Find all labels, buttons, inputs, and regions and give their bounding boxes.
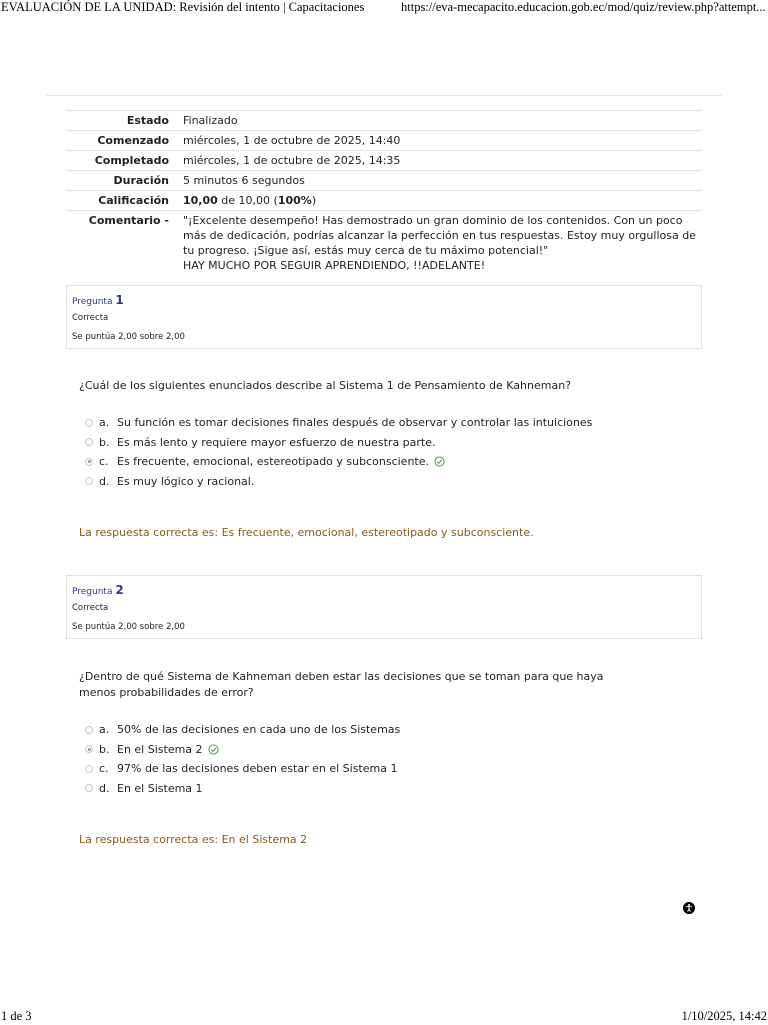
summary-row-grade [66, 191, 702, 211]
answer-option[interactable] [85, 779, 400, 799]
summary-value: Finalizado [179, 111, 702, 131]
answer-option[interactable] [85, 433, 592, 453]
summary-row-completed [66, 151, 702, 171]
page-url: https://eva-mecapacito.educacion.gob.ec/mod/quiz/review.php?attempt... [401, 0, 766, 14]
summary-label: Calificación [66, 191, 179, 211]
page-counter: 1 de 3 [1, 1009, 32, 1023]
radio-button[interactable] [85, 765, 93, 773]
summary-label: Comenzado [66, 131, 179, 151]
answer-letter: d. [99, 781, 110, 795]
print-header [0, 0, 768, 16]
radio-button-checked[interactable] [85, 745, 93, 753]
correct-answer-feedback-1: La respuesta correcta es: Es frecuente, emocional, estereotipado y subconsciente. [79, 526, 534, 539]
question-grade: Se puntúa 2,00 sobre 2,00 [72, 622, 185, 632]
answer-option-selected[interactable] [85, 740, 400, 760]
summary-label: Comentario - [66, 211, 179, 276]
summary-value: miércoles, 1 de octubre de 2025, 14:35 [179, 151, 702, 171]
question-state: Correcta [72, 603, 109, 613]
answer-letter: b. [99, 742, 110, 756]
feedback-comment [179, 211, 702, 276]
grade-total: de 10,00 ( [217, 194, 278, 207]
radio-button[interactable] [85, 726, 93, 734]
answer-option[interactable] [85, 413, 592, 433]
question-info-2 [66, 575, 702, 639]
question-text-1: ¿Cuál de los siguientes enunciados describe al Sistema 1 de Pensamiento de Kahneman? [79, 379, 572, 392]
answer-option[interactable] [85, 759, 400, 779]
summary-label: Estado [66, 111, 179, 131]
answer-text: En el Sistema 2 [117, 742, 203, 756]
comment-line: tu progreso. ¡Sigue así, estás muy cerca de tu máximo potencial!" [183, 244, 549, 257]
summary-row-started [66, 131, 702, 151]
summary-label: Completado [66, 151, 179, 171]
question-number: Pregunta 2 [72, 583, 124, 597]
answer-text: Es frecuente, emocional, estereotipado y subconsciente. [117, 455, 429, 468]
answer-text: Es más lento y requiere mayor esfuerzo de nuestra parte. [117, 435, 436, 449]
answer-option[interactable] [85, 720, 400, 740]
summary-row-comment [66, 211, 702, 276]
grade-value [179, 191, 702, 211]
radio-button[interactable] [85, 438, 93, 446]
answer-letter: c. [99, 762, 109, 775]
print-datetime: 1/10/2025, 14:42 [681, 1009, 767, 1023]
answer-letter: a. [99, 416, 110, 429]
comment-line: más de dedicación, podrías alcanzar la perfección en tus respuestas. Estoy muy orgullosa de [183, 229, 696, 242]
comment-line: "¡Excelente desempeño! Has demostrado un gran dominio de los contenidos. Con un poco [183, 214, 683, 227]
radio-button[interactable] [85, 419, 93, 427]
question-text-2: ¿Dentro de qué Sistema de Kahneman deben estar las decisiones que se toman para que haya menos probabilidades de error? [79, 670, 604, 699]
radio-button[interactable] [85, 477, 93, 485]
summary-row-duration [66, 171, 702, 191]
check-circle-icon [208, 744, 219, 755]
comment-line: HAY MUCHO POR SEGUIR APRENDIENDO, !!ADELANTE! [183, 259, 486, 272]
question-state: Correcta [72, 313, 109, 323]
answer-option[interactable] [85, 472, 592, 492]
answer-option-selected[interactable] [85, 452, 592, 472]
summary-row-state [66, 111, 702, 131]
question-info-1 [66, 285, 702, 349]
correct-answer-feedback-2: La respuesta correcta es: En el Sistema 2 [79, 833, 308, 846]
grade-score: 10,00 [183, 194, 218, 207]
summary-value: 5 minutos 6 segundos [179, 171, 702, 191]
page-title: EVALUACIÓN DE LA UNIDAD: Revisión del intento | Capacitaciones [1, 0, 365, 14]
radio-button[interactable] [85, 784, 93, 792]
answer-list-1 [85, 413, 592, 491]
summary-label: Duración [66, 171, 179, 191]
summary-value: miércoles, 1 de octubre de 2025, 14:40 [179, 131, 702, 151]
radio-button-checked[interactable] [85, 458, 93, 466]
divider [46, 95, 722, 96]
check-circle-icon [434, 456, 445, 467]
answer-text: 50% de las decisiones en cada uno de los Sistemas [117, 723, 401, 736]
answer-text: 97% de las decisiones deben estar en el Sistema 1 [117, 762, 398, 775]
answer-letter: a. [99, 723, 110, 736]
print-footer [0, 1009, 768, 1025]
accessibility-icon[interactable] [683, 902, 695, 914]
grade-percent: 100% [277, 194, 312, 207]
question-number: Pregunta 1 [72, 293, 124, 307]
answer-text: Es muy lógico y racional. [117, 474, 255, 488]
grade-close: ) [311, 194, 317, 207]
answer-letter: c. [99, 455, 109, 468]
attempt-summary-table [66, 110, 702, 275]
answer-text: Su función es tomar decisiones finales después de observar y controlar las intuiciones [117, 416, 593, 429]
answer-text: En el Sistema 1 [117, 781, 203, 795]
question-grade: Se puntúa 2,00 sobre 2,00 [72, 332, 185, 342]
answer-letter: b. [99, 435, 110, 449]
answer-letter: d. [99, 474, 110, 488]
answer-list-2 [85, 720, 400, 798]
